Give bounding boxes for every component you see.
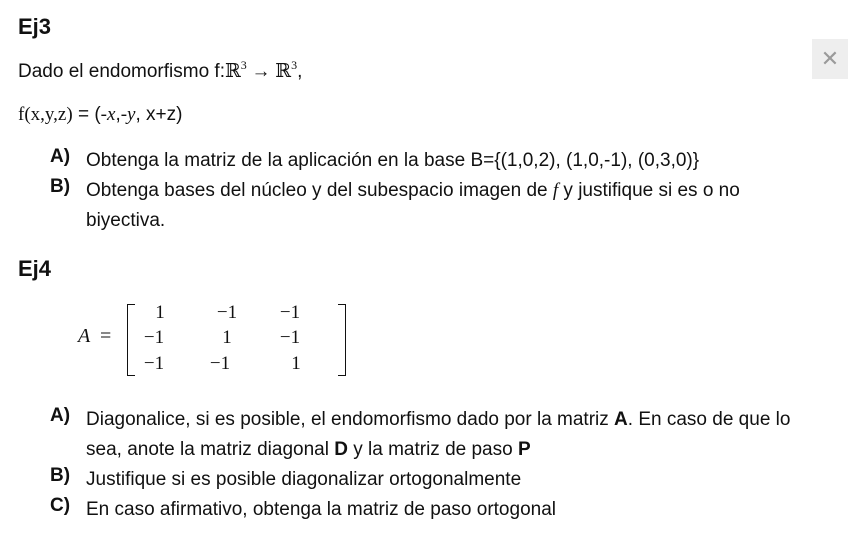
matrix-cell: −1 — [143, 353, 165, 374]
matrix-cell: −1 — [143, 327, 165, 348]
matrix-cell: 1 — [291, 353, 301, 374]
close-icon: ✕ — [820, 46, 840, 71]
function-var-x: -x — [100, 104, 116, 125]
function-tail: , x+z) — [135, 104, 183, 125]
matrix-equals: = — [100, 325, 112, 347]
item-text — [86, 176, 786, 236]
item-label: C) — [50, 495, 71, 516]
function-sep: , — [115, 104, 121, 125]
item-text-after: y justifique si es o no biyectiva. — [86, 180, 740, 231]
item-text-part: Diagonalice, si es posible, el endomorfismo dado por la matriz — [86, 409, 615, 430]
ej3-function-definition — [18, 104, 182, 126]
item-label: B) — [50, 176, 71, 197]
item-label: A) — [50, 405, 71, 426]
matrix-cell: −1 — [209, 353, 231, 374]
codomain-space: ℝ — [275, 61, 292, 82]
matrix-a-ref: A — [614, 409, 628, 430]
ej3-statement — [18, 60, 302, 83]
statement-suffix: , — [297, 61, 303, 82]
matrix-cell: 1 — [155, 302, 165, 323]
codomain-exponent: 3 — [291, 58, 298, 72]
ej3-title: Ej3 — [18, 14, 52, 39]
item-text — [86, 405, 831, 465]
item-label: B) — [50, 465, 71, 486]
item-text-before: Obtenga bases del núcleo y del subespacio imagen de — [86, 180, 553, 201]
statement-prefix: Dado el endomorfismo f: — [18, 61, 225, 82]
item-text: Justifique si es posible diagonalizar ortogonalmente — [86, 469, 522, 490]
matrix-cell: −1 — [279, 302, 301, 323]
item-text: En caso afirmativo, obtenga la matriz de paso ortogonal — [86, 499, 556, 520]
domain-space: ℝ — [225, 61, 241, 82]
matrix-p-ref: P — [517, 439, 531, 460]
item-text-part: y la matriz de paso — [347, 439, 518, 460]
close-button[interactable] — [812, 39, 848, 79]
matrix-d-ref: D — [334, 439, 348, 460]
function-name: f(x,y,z) — [18, 104, 73, 125]
item-label: A) — [50, 146, 71, 167]
item-text-f: f — [552, 180, 559, 201]
matrix-name: A — [78, 325, 91, 347]
matrix-cell: 1 — [222, 327, 232, 348]
function-eq: = ( — [72, 104, 101, 125]
arrow: → — [246, 61, 276, 82]
matrix-right-bracket — [338, 304, 346, 376]
ej4-title: Ej4 — [18, 256, 52, 281]
item-text-part: . En caso de que lo sea, anote la matriz diagonal — [86, 409, 791, 460]
item-text: Obtenga la matriz de la aplicación en la base B={(1,0,2), (1,0,-1), (0,3,0)} — [86, 150, 700, 171]
function-var-y: -y — [120, 104, 136, 125]
matrix-cell: −1 — [216, 302, 238, 323]
matrix-cell: −1 — [279, 327, 301, 348]
domain-exponent: 3 — [240, 58, 247, 72]
